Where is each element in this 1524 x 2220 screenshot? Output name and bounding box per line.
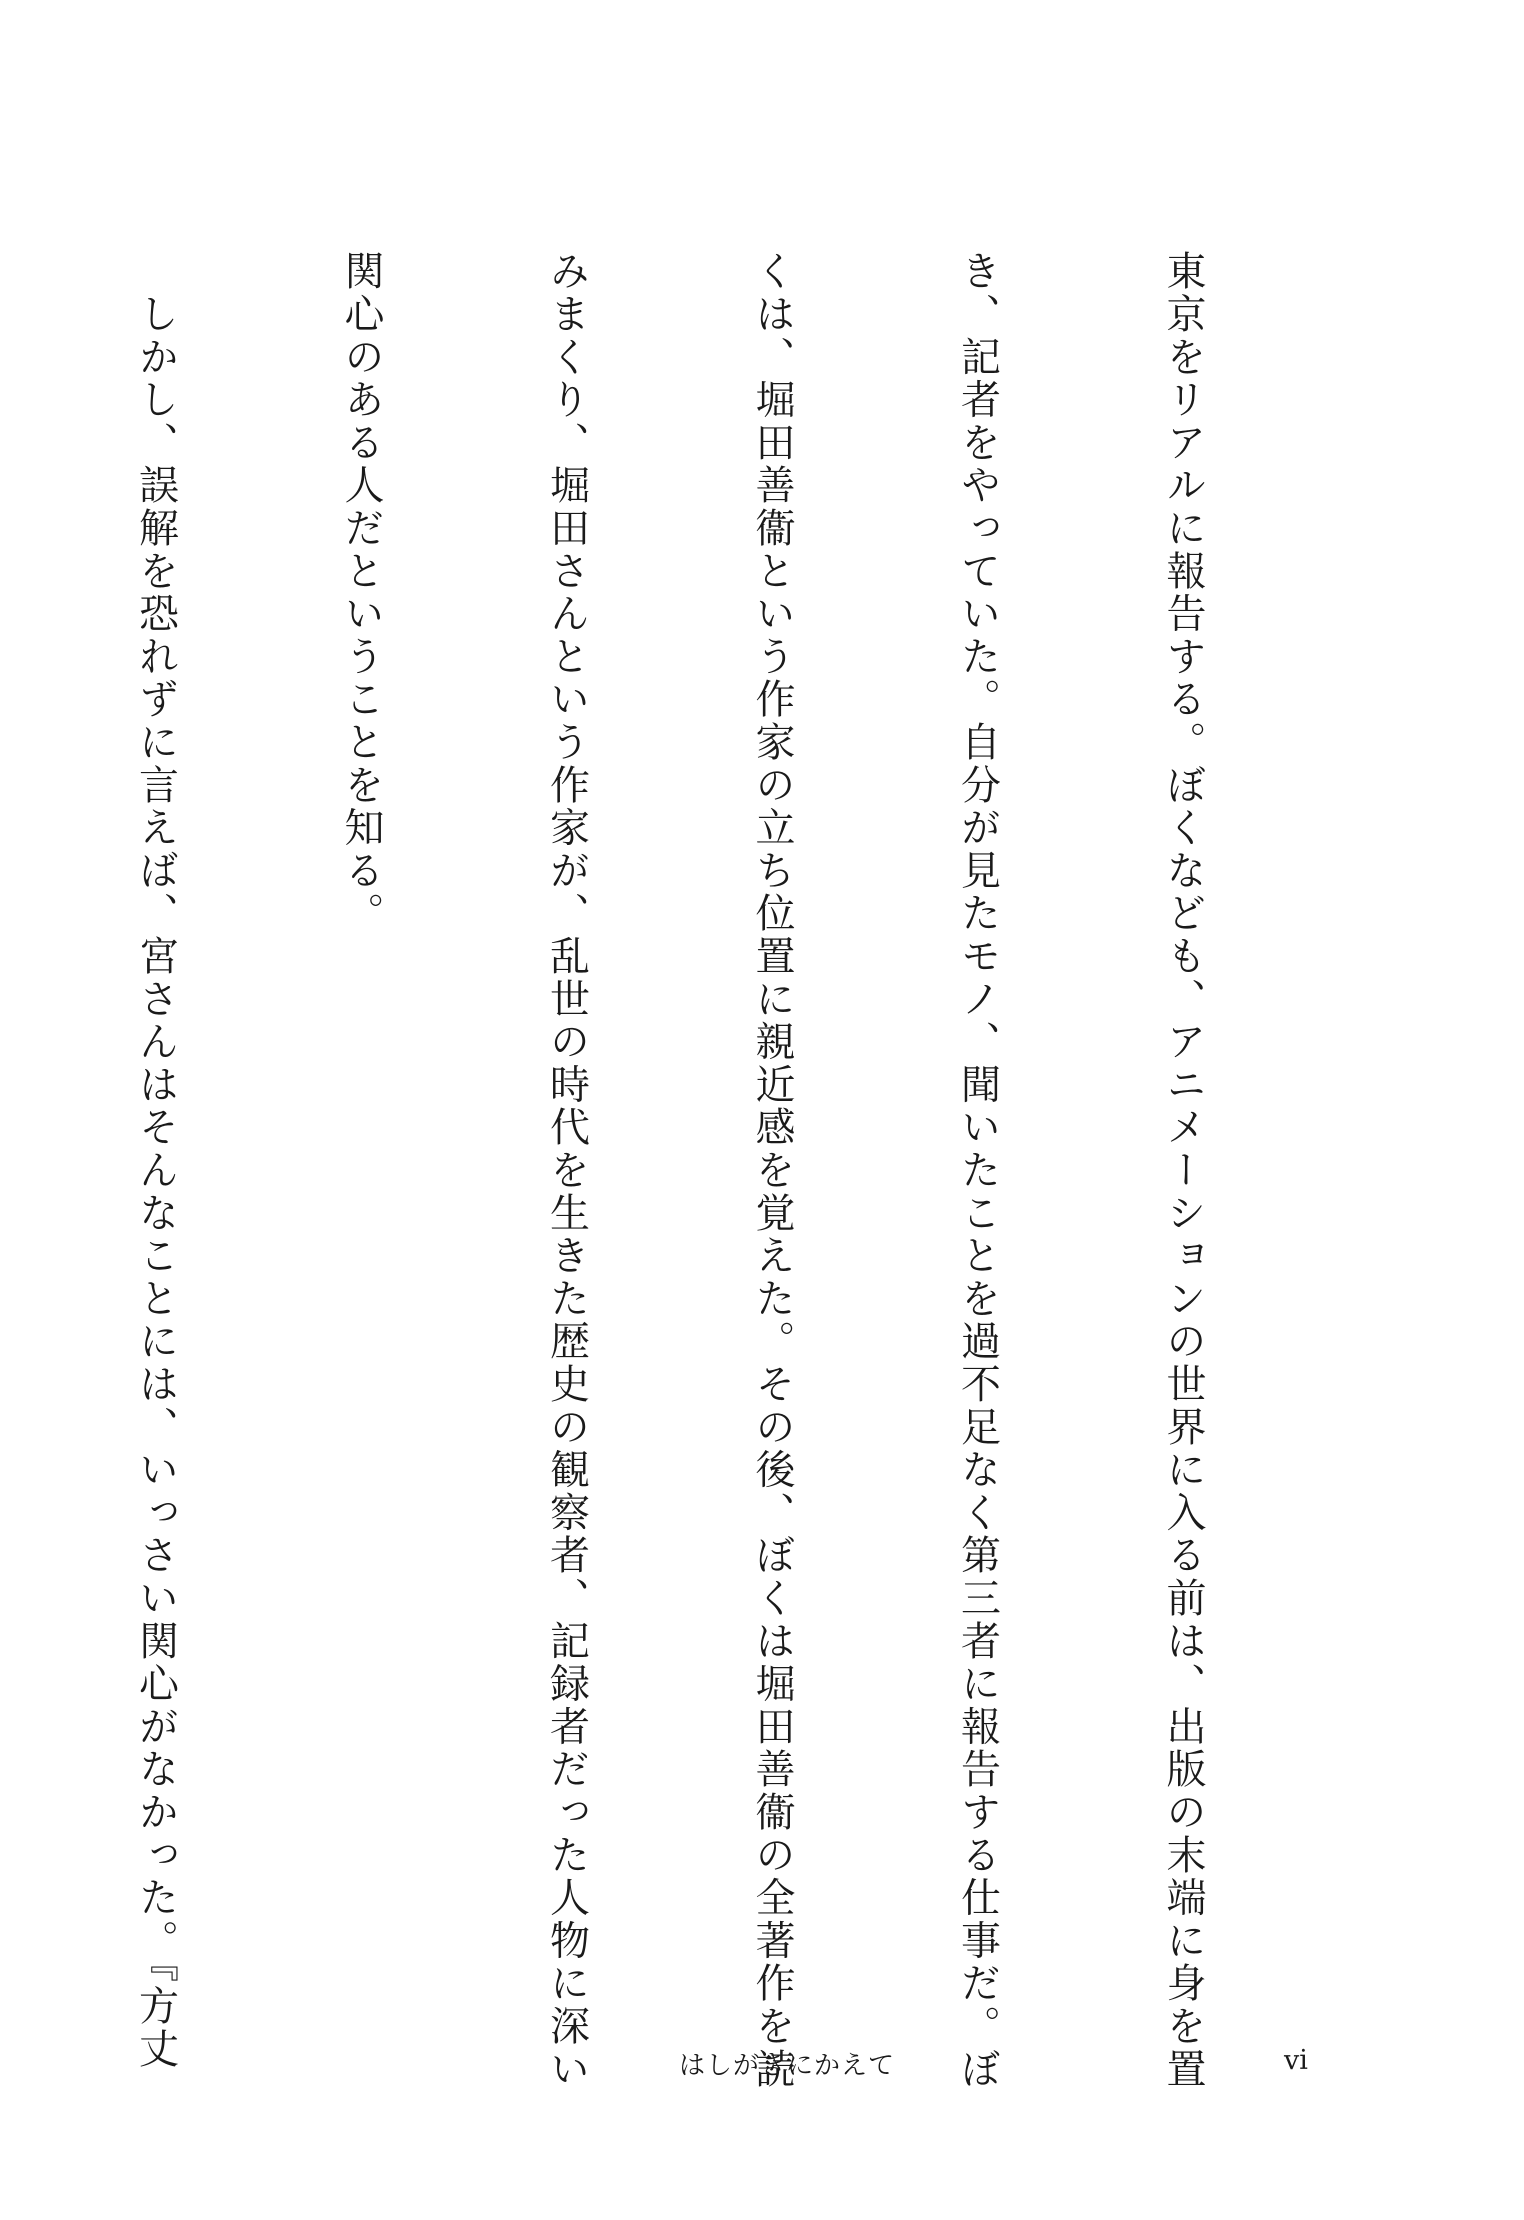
text-line: 関心のある人だということを知る。 (338, 250, 384, 935)
running-head: はしがきにかえて (679, 2051, 896, 2081)
text-line: き、記者をやっていた。自分が見たモノ、聞いたことを過不足なく第三者に報告する仕事だ。ぼ (954, 250, 1001, 2091)
text-line: しかし、誤解を恐れずに言えば、宮さんはそんなことには、いっさい関心がなかった。『方丈 (132, 250, 179, 2071)
text-line: 東京をリアルに報告する。ぼくなども、アニメーションの世界に入る前は、出版の末端に身を置 (1160, 250, 1206, 2091)
text-line: くは、堀田善衞という作家の立ち位置に親近感を覚えた。その後、ぼくは堀田善衞の全著作を読 (749, 250, 795, 2091)
text-line: みまくり、堀田さんという作家が、乱世の時代を生きた歴史の観察者、記録者だった人物に深い (543, 250, 590, 2091)
page-number: vi (1284, 2045, 1308, 2076)
